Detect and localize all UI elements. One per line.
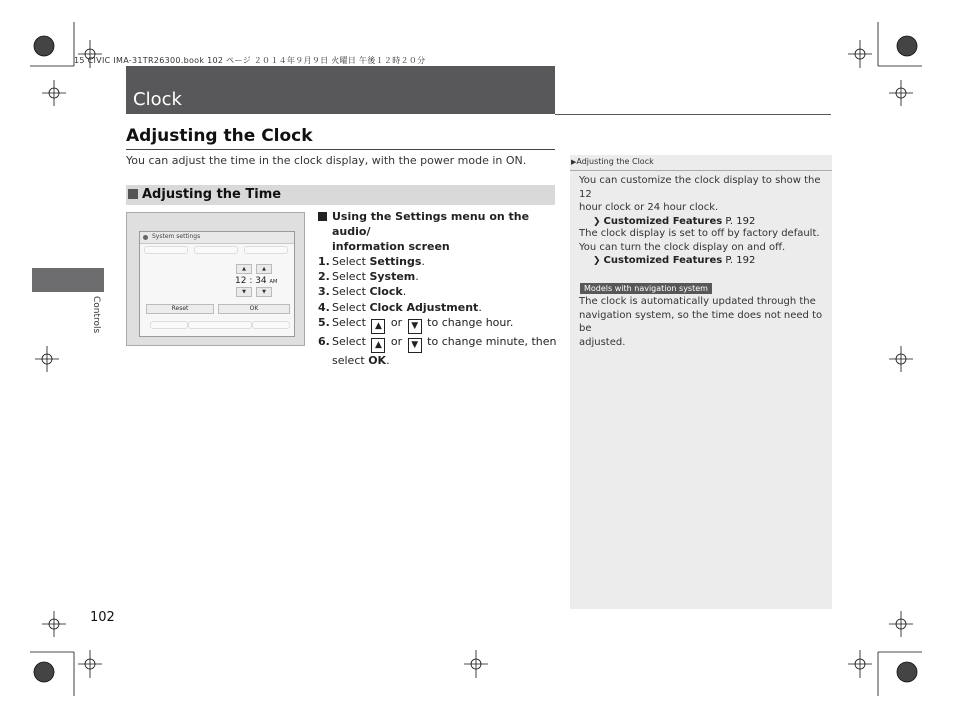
- step-text: Select: [332, 315, 370, 329]
- minute-up-button: ▲: [256, 264, 272, 274]
- step-number: 1.: [318, 255, 330, 269]
- step-text: Select: [332, 334, 370, 348]
- steps-heading-line2: information screen: [332, 240, 450, 254]
- step-text: select: [332, 353, 369, 367]
- step-2: [318, 269, 558, 284]
- step-number: 2.: [318, 270, 330, 284]
- cross-reference-link[interactable]: [579, 216, 755, 227]
- note-paragraph-2: [579, 227, 827, 269]
- screen-tab: [244, 246, 288, 254]
- screen-tab: [150, 321, 188, 329]
- up-arrow-icon: ▲: [371, 338, 385, 353]
- chapter-title: Clock: [133, 89, 182, 110]
- reset-button: Reset: [146, 304, 214, 314]
- side-note-title: Adjusting the Clock: [576, 157, 654, 166]
- print-header-line: 15 CIVIC IMA-31TR26300.book 102 ページ ２０１４年９月９日 火曜日 午後１２時２０分: [74, 56, 426, 65]
- side-note-header-text: [571, 157, 654, 166]
- note-text: adjusted.: [579, 336, 626, 348]
- square-bullet-icon: [128, 189, 138, 199]
- ok-button: OK: [218, 304, 290, 314]
- subsection-title-text: Adjusting the Time: [142, 187, 282, 202]
- screen-bottom-bar: [144, 321, 290, 327]
- note-paragraph-1: [579, 174, 827, 229]
- step-text: Select: [332, 255, 370, 269]
- step-number: 6.: [318, 334, 330, 348]
- step-term: Clock: [369, 285, 403, 299]
- clock-ampm: AM: [269, 279, 278, 285]
- model-badge: Models with navigation system: [580, 283, 712, 294]
- xref-page: P. 192: [722, 215, 756, 227]
- step-term: Clock Adjustment: [369, 300, 479, 314]
- note-marker-icon: ▶: [571, 158, 577, 166]
- chapter-rule: [555, 114, 831, 115]
- steps-heading: [318, 209, 558, 254]
- step-term: Settings: [369, 255, 422, 269]
- minute-down-button: ▼: [256, 287, 272, 297]
- screen-titlebar: [140, 232, 294, 244]
- step-6: [318, 334, 558, 368]
- clock-time: 12 : 34: [235, 276, 267, 286]
- hour-up-button: ▲: [236, 264, 252, 274]
- step-1: [318, 254, 558, 269]
- settings-icon: [143, 235, 148, 240]
- step-number: 3.: [318, 285, 330, 299]
- down-arrow-icon: ▼: [408, 338, 422, 353]
- step-text: to change hour.: [423, 315, 514, 329]
- chapter-bar: [126, 66, 555, 114]
- intro-text: You can adjust the time in the clock display, with the power mode in ON.: [126, 154, 527, 167]
- step-text: .: [386, 353, 390, 367]
- step-term: OK: [368, 353, 387, 367]
- step-text: Select: [332, 300, 370, 314]
- step-text: .: [402, 285, 407, 299]
- step-text: .: [415, 270, 419, 284]
- note-text: The clock display is set to off by factory default.: [579, 228, 820, 239]
- step-text: or: [387, 334, 406, 348]
- page-number: 102: [90, 610, 115, 625]
- xref-arrow-icon: ❯: [593, 256, 601, 266]
- step-5: [318, 315, 558, 334]
- xref-page: P. 192: [722, 255, 756, 266]
- section-rule: [126, 149, 555, 150]
- step-term: System: [369, 270, 416, 284]
- clock-time-display: [235, 276, 277, 286]
- screen-window: [139, 231, 295, 337]
- xref-arrow-icon: ❯: [593, 216, 601, 227]
- up-arrow-icon: ▲: [371, 319, 385, 334]
- step-text: Select: [332, 270, 370, 284]
- step-number: 5.: [318, 315, 330, 329]
- screen-tab: [144, 246, 188, 254]
- chapter-side-label: Controls: [91, 296, 101, 334]
- screen-tab: [194, 246, 238, 254]
- hour-down-button: ▼: [236, 287, 252, 297]
- note-paragraph-3: [579, 295, 827, 349]
- step-text: or: [387, 315, 406, 329]
- square-bullet-icon: [318, 212, 327, 221]
- step-text: .: [478, 300, 482, 314]
- step-number: 4.: [318, 300, 330, 314]
- note-text: You can turn the clock display on and off.: [579, 241, 786, 253]
- cross-reference-link[interactable]: [579, 255, 755, 266]
- section-title: Adjusting the Clock: [126, 126, 313, 146]
- step-4: [318, 300, 558, 315]
- note-text: You can customize the clock display to show the 12: [579, 175, 821, 200]
- subsection-title: [128, 187, 281, 202]
- screen-tabs: [144, 246, 290, 252]
- xref-label: Customized Features: [603, 255, 723, 266]
- screen-title: System settings: [152, 233, 201, 240]
- note-text: The clock is automatically updated through the: [579, 296, 816, 307]
- step-text: to change minute, then: [423, 334, 557, 348]
- down-arrow-icon: ▼: [408, 319, 422, 334]
- note-text: hour clock or 24 hour clock.: [579, 202, 719, 213]
- step-3: [318, 284, 558, 299]
- screen-tab: [252, 321, 290, 329]
- steps-list: [318, 209, 558, 368]
- xref-label: Customized Features: [603, 215, 723, 227]
- step-text: .: [421, 255, 425, 269]
- step-text: Select: [332, 285, 370, 299]
- screen-tab: [188, 321, 252, 329]
- settings-screen-illustration: [126, 212, 305, 346]
- steps-heading-line1: Using the Settings menu on the audio/: [332, 210, 530, 239]
- note-text: navigation system, so the time does not need to be: [579, 309, 823, 334]
- chapter-side-tab: [32, 268, 104, 292]
